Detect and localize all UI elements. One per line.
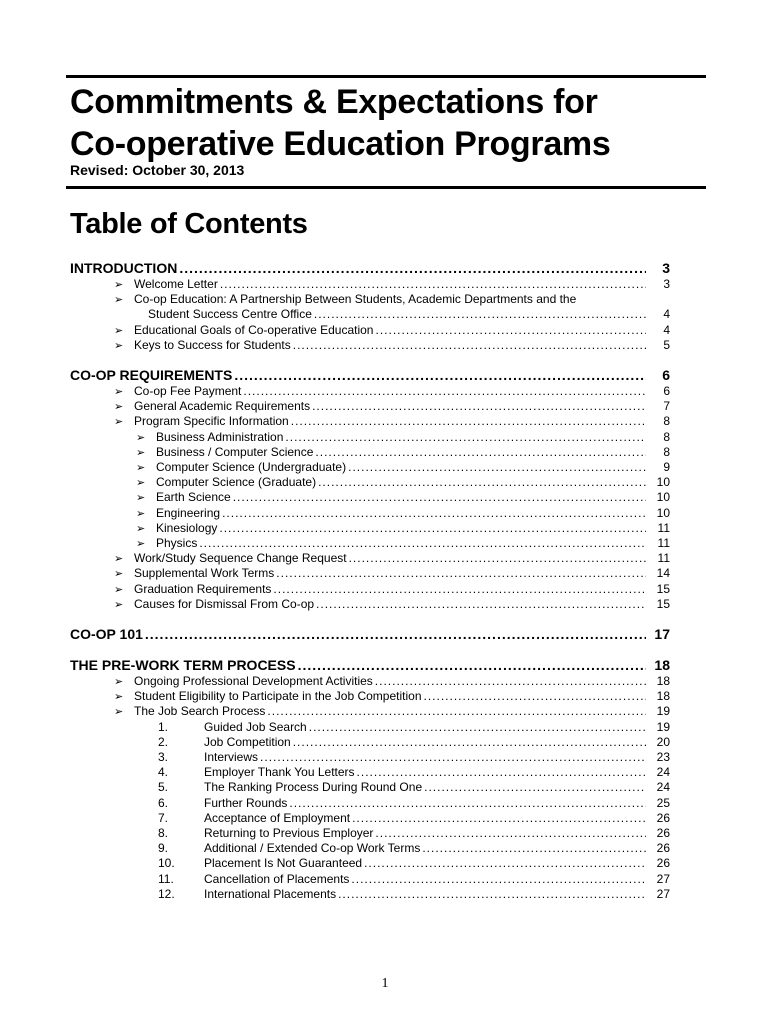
arrow-bullet-icon: ➢ xyxy=(136,446,146,459)
toc-entry-row xyxy=(70,490,670,504)
leader-dots xyxy=(276,566,646,580)
toc-page-number: 3 xyxy=(662,260,670,276)
arrow-bullet-icon: ➢ xyxy=(114,706,124,719)
toc-heading: Table of Contents xyxy=(70,208,308,240)
toc-page-number: 25 xyxy=(656,795,670,810)
toc-entry-label: Employer Thank You Letters xyxy=(204,765,355,780)
toc-entry-label: The Ranking Process During Round One xyxy=(204,780,423,795)
toc-entry-number: 4. xyxy=(158,765,169,780)
leader-dots xyxy=(233,490,646,504)
toc-page-number: 24 xyxy=(656,780,670,795)
toc-entry-label: Student Eligibility to Participate in the Job Competition xyxy=(134,689,422,704)
toc-entry-number: 6. xyxy=(158,795,169,810)
toc-page-number: 23 xyxy=(656,750,670,764)
toc-entry-label: Acceptance of Employment xyxy=(204,810,351,825)
leader-dots xyxy=(364,856,646,870)
toc-entry-row xyxy=(70,445,670,459)
toc-entry-row xyxy=(70,414,670,428)
toc-page-number: 6 xyxy=(662,367,670,383)
toc-entry-row xyxy=(70,720,670,734)
toc-section-row xyxy=(70,657,670,673)
leader-dots xyxy=(220,277,646,291)
arrow-bullet-icon: ➢ xyxy=(114,386,124,398)
toc-entry-label: Computer Science (Graduate) xyxy=(156,475,317,490)
toc-entry-number: 12. xyxy=(158,886,175,901)
toc-entry-row xyxy=(70,430,670,444)
toc-section-row xyxy=(70,367,670,383)
toc-entry-label: Returning to Previous Employer xyxy=(204,826,374,840)
toc-page-number: 10 xyxy=(656,475,670,490)
arrow-bullet-icon: ➢ xyxy=(136,462,146,474)
toc-page-number: 18 xyxy=(656,689,670,704)
toc-entry-row xyxy=(70,597,670,611)
toc-page-number: 19 xyxy=(656,704,670,719)
toc-page-number: 5 xyxy=(663,337,670,352)
arrow-bullet-icon: ➢ xyxy=(136,507,146,520)
document-title-line-2: Co-operative Education Programs xyxy=(70,125,611,163)
leader-dots xyxy=(309,720,646,734)
arrow-bullet-icon: ➢ xyxy=(114,583,124,596)
toc-entry-row xyxy=(70,750,670,764)
revised-date: Revised: October 30, 2013 xyxy=(70,162,245,178)
toc-entry-row xyxy=(70,384,670,398)
toc-entry-label: Educational Goals of Co-operative Education xyxy=(134,322,374,337)
leader-dots xyxy=(260,750,646,764)
toc-entry-row xyxy=(70,521,670,535)
arrow-bullet-icon: ➢ xyxy=(136,522,146,535)
toc-entry-row xyxy=(70,780,670,794)
arrow-bullet-icon: ➢ xyxy=(114,553,124,566)
toc-entry-label: Further Rounds xyxy=(204,795,288,810)
toc-entry-label: Graduation Requirements xyxy=(134,581,272,596)
leader-dots xyxy=(291,414,646,428)
toc-page-number: 10 xyxy=(656,505,670,520)
toc-entry-number: 10. xyxy=(158,856,175,871)
arrow-bullet-icon: ➢ xyxy=(114,294,124,307)
toc-page-number: 26 xyxy=(656,810,670,825)
toc-entry-label: Business Administration xyxy=(156,429,284,444)
toc-page-number: 15 xyxy=(656,596,670,611)
toc-entry-number: 3. xyxy=(158,750,169,764)
arrow-bullet-icon: ➢ xyxy=(114,676,124,688)
toc-entry-label: Work/Study Sequence Change Request xyxy=(134,551,347,566)
toc-entry-label: Co-op Education: A Partnership Between Students, Academic Departments and the xyxy=(134,292,577,307)
leader-dots xyxy=(199,536,646,550)
leader-dots xyxy=(315,445,646,459)
page-number: 1 xyxy=(381,976,389,991)
toc-entry-row xyxy=(70,704,670,718)
toc-page-number: 18 xyxy=(654,657,670,673)
leader-dots xyxy=(375,323,646,337)
toc-entry-row xyxy=(70,277,670,291)
leader-dots xyxy=(273,582,646,596)
arrow-bullet-icon: ➢ xyxy=(114,279,124,291)
toc-page-number: 11 xyxy=(657,551,670,566)
leader-dots xyxy=(314,307,646,321)
toc-page-number: 3 xyxy=(663,277,670,291)
document-title-line-1: Commitments & Expectations for xyxy=(70,83,598,121)
toc-entry-row xyxy=(70,292,670,306)
toc-entry-row xyxy=(70,460,670,474)
toc-entry-label: Engineering xyxy=(156,505,221,520)
toc-entry-label: CO-OP 101 xyxy=(70,626,143,642)
leader-dots xyxy=(318,475,646,489)
toc-entry-label: Placement Is Not Guaranteed xyxy=(204,856,363,871)
toc-page-number: 8 xyxy=(663,444,670,459)
toc-entry-label: Kinesiology xyxy=(156,520,218,535)
leader-dots xyxy=(293,338,646,352)
toc-entry-row xyxy=(70,735,670,749)
leader-dots xyxy=(348,460,646,474)
arrow-bullet-icon: ➢ xyxy=(114,691,124,704)
leader-dots xyxy=(285,430,646,444)
leader-dots xyxy=(357,765,646,779)
leader-dots xyxy=(349,551,646,565)
leader-dots xyxy=(424,780,646,794)
toc-entry-label: Cancellation of Placements xyxy=(204,871,350,886)
toc-entry-label: Interviews xyxy=(204,750,259,764)
toc-entry-number: 9. xyxy=(158,841,169,856)
toc-entry-label: The Job Search Process xyxy=(134,704,266,719)
leader-dots xyxy=(267,704,646,718)
leader-dots xyxy=(352,811,646,825)
toc-entry-number: 7. xyxy=(158,810,169,825)
toc-entry-label: Physics xyxy=(156,536,198,550)
toc-page-number: 27 xyxy=(656,871,670,886)
leader-dots xyxy=(289,796,646,810)
leader-dots xyxy=(316,597,646,611)
leader-dots xyxy=(351,872,646,886)
toc-entry-row xyxy=(70,856,670,870)
toc-page-number: 17 xyxy=(654,626,670,642)
toc-page-number: 10 xyxy=(656,490,670,505)
arrow-bullet-icon: ➢ xyxy=(136,431,146,444)
toc-entry-row xyxy=(70,765,670,779)
toc-page-number: 11 xyxy=(657,520,670,535)
leader-dots xyxy=(375,826,646,840)
toc-entry-label: International Placements xyxy=(204,886,337,901)
leader-dots xyxy=(424,689,647,703)
leader-dots xyxy=(179,260,646,276)
toc-entry-row xyxy=(70,551,670,565)
toc-page-number: 26 xyxy=(656,841,670,856)
toc-entry-label: Causes for Dismissal From Co-op xyxy=(134,596,315,611)
toc-page-number: 20 xyxy=(656,734,670,749)
toc-entry-label: Job Competition xyxy=(204,734,291,749)
toc-entry-row xyxy=(70,872,670,886)
toc-page-number: 6 xyxy=(663,384,670,398)
toc-entry-number: 8. xyxy=(158,826,169,840)
toc-entry-label: Welcome Letter xyxy=(134,277,218,291)
toc-page-number: 19 xyxy=(656,719,670,734)
arrow-bullet-icon: ➢ xyxy=(114,598,124,611)
leader-dots xyxy=(243,384,646,398)
header-bottom-rule xyxy=(66,186,706,189)
toc-entry-row xyxy=(70,689,670,703)
arrow-bullet-icon: ➢ xyxy=(114,568,124,581)
arrow-bullet-icon: ➢ xyxy=(114,324,124,337)
toc-entry-row xyxy=(70,338,670,352)
leader-dots xyxy=(338,887,646,901)
toc-entry-row xyxy=(70,323,670,337)
toc-entry-row xyxy=(70,566,670,580)
toc-entry-row xyxy=(70,399,670,413)
arrow-bullet-icon: ➢ xyxy=(136,492,146,505)
toc-entry-row xyxy=(70,307,670,321)
toc-entry-label: INTRODUCTION xyxy=(70,260,178,276)
toc-entry-label: Co-op Fee Payment xyxy=(134,384,242,398)
toc-page-number: 15 xyxy=(656,581,670,596)
toc-page-number: 26 xyxy=(656,856,670,871)
leader-dots xyxy=(219,521,646,535)
toc-entry-label: Student Success Centre Office xyxy=(148,307,312,322)
arrow-bullet-icon: ➢ xyxy=(114,339,124,352)
toc-entry-label: General Academic Requirements xyxy=(134,399,311,414)
toc-entry-label: Business / Computer Science xyxy=(156,444,314,459)
arrow-bullet-icon: ➢ xyxy=(136,477,146,490)
toc-entry-label: CO-OP REQUIREMENTS xyxy=(70,367,233,383)
toc-entry-row xyxy=(70,582,670,596)
leader-dots xyxy=(222,506,646,520)
leader-dots xyxy=(422,841,646,855)
toc-page-number: 14 xyxy=(656,566,670,581)
toc-entry-number: 1. xyxy=(158,719,169,734)
leader-dots xyxy=(312,399,646,413)
toc-entry-label: Guided Job Search xyxy=(204,719,307,734)
toc-page-number: 8 xyxy=(663,414,670,429)
leader-dots xyxy=(234,367,646,383)
top-rule xyxy=(66,75,706,78)
toc-entry-label: Keys to Success for Students xyxy=(134,337,291,352)
arrow-bullet-icon: ➢ xyxy=(136,538,146,550)
toc-page-number: 11 xyxy=(657,536,670,550)
toc-entry-row xyxy=(70,841,670,855)
toc-section-row xyxy=(70,626,670,642)
toc-entry-row xyxy=(70,536,670,550)
leader-dots xyxy=(298,657,646,673)
toc-page-number: 4 xyxy=(663,322,670,337)
leader-dots xyxy=(145,626,646,642)
toc-page-number: 26 xyxy=(656,826,670,840)
arrow-bullet-icon: ➢ xyxy=(114,416,124,429)
toc-entry-number: 5. xyxy=(158,780,169,795)
toc-entry-number: 11. xyxy=(158,871,174,886)
toc-entry-label: Supplemental Work Terms xyxy=(134,566,275,581)
toc-page-number: 7 xyxy=(663,399,670,414)
toc-entry-row xyxy=(70,811,670,825)
toc-entry-label: Ongoing Professional Development Activities xyxy=(134,674,373,688)
toc-entry-label: Additional / Extended Co-op Work Terms xyxy=(204,841,421,856)
leader-dots xyxy=(293,735,646,749)
toc-entry-row xyxy=(70,887,670,901)
toc-section-row xyxy=(70,260,670,276)
toc-entry-label: Program Specific Information xyxy=(134,414,289,429)
toc-entry-row xyxy=(70,796,670,810)
leader-dots xyxy=(375,674,646,688)
toc-entry-row xyxy=(70,506,670,520)
toc-page-number: 18 xyxy=(656,674,670,688)
toc-page-number: 4 xyxy=(663,307,670,322)
toc-entry-label: Earth Science xyxy=(156,490,231,505)
toc-page-number: 8 xyxy=(663,429,670,444)
arrow-bullet-icon: ➢ xyxy=(114,401,124,414)
toc-entry-row xyxy=(70,475,670,489)
toc-page-number: 27 xyxy=(656,886,670,901)
toc-entry-row xyxy=(70,674,670,688)
toc-entry-row xyxy=(70,826,670,840)
toc-page-number: 24 xyxy=(656,765,670,780)
toc-page-number: 9 xyxy=(663,460,670,474)
toc-entry-number: 2. xyxy=(158,734,169,749)
toc-entry-label: Computer Science (Undergraduate) xyxy=(156,460,347,474)
toc-entry-label: THE PRE-WORK TERM PROCESS xyxy=(70,657,296,673)
